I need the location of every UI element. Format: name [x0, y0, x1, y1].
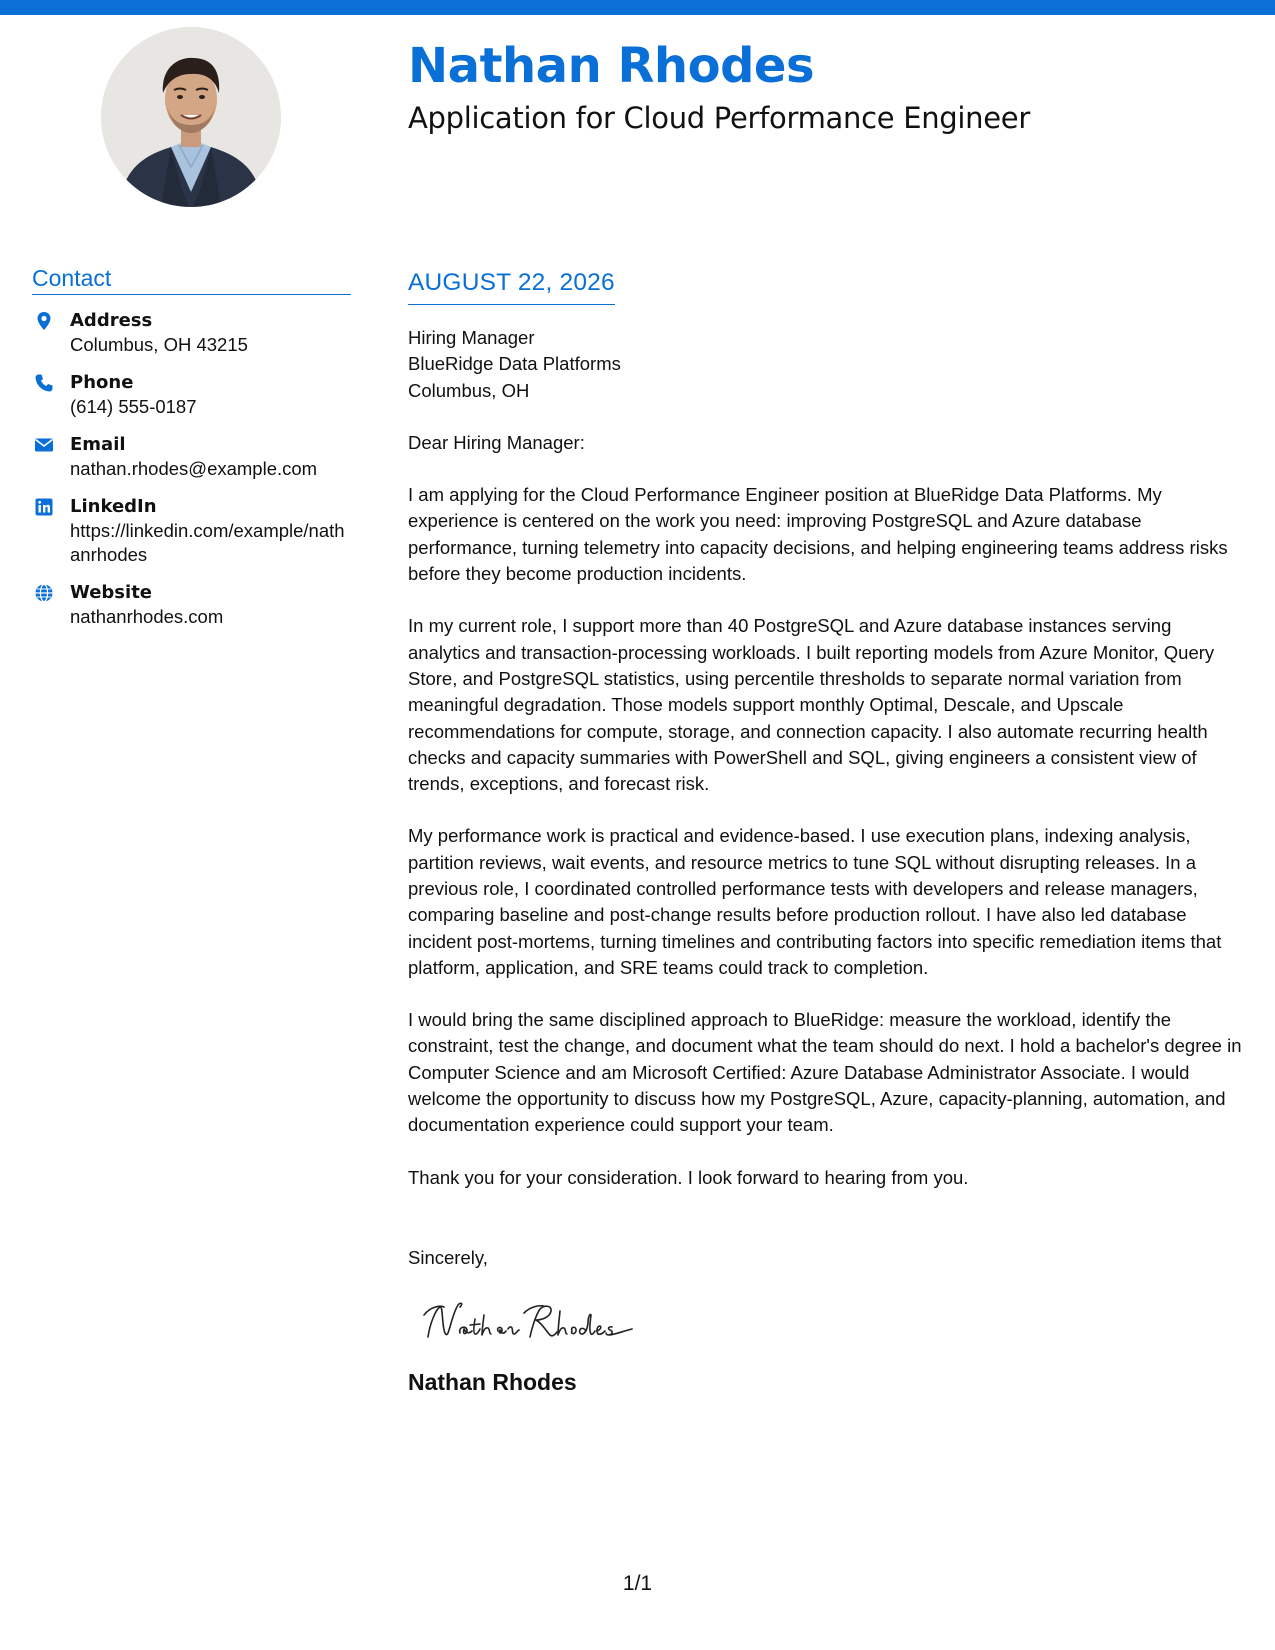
handwritten-signature — [420, 1293, 1248, 1353]
contact-linkedin — [32, 495, 351, 567]
phone-icon — [34, 373, 54, 393]
contact-value-address: Columbus, OH 43215 — [70, 334, 248, 356]
contact-label-linkedin: LinkedIn — [70, 496, 157, 518]
letter-date-block — [408, 270, 615, 305]
closing: Sincerely, — [408, 1246, 488, 1268]
contact-heading: Contact — [32, 266, 351, 295]
letter-paragraph: I would bring the same disciplined approach to BlueRidge: measure the workload, identify the constraint, test the change, and document what the team should do next. I hold a bachelor's degree in Computer Science and am Microsoft Certified: Azure Database Administrator Associate. I would welcome the opportunity to discuss how my PostgreSQL, Azure, capacity-planning, automation, and documentation experience could support your team. — [408, 1009, 1242, 1136]
top-accent-bar — [0, 0, 1275, 15]
contact-label-phone: Phone — [70, 372, 134, 394]
signer-name: Nathan Rhodes — [408, 1369, 577, 1396]
globe-icon — [34, 583, 54, 603]
contact-label-email: Email — [70, 434, 126, 456]
letter-paragraph: My performance work is practical and evidence-based. I use execution plans, indexing analysis, partition reviews, wait events, and resource metrics to tune SQL without disrupting releases. In a previous role, I coordinated controlled performance tests with developers and release managers, comparing baseline and post-change results before production rollout. I have also led database incident post-mortems, turning timelines and contributing factors into specific remediation items that platform, application, and SRE teams could track to completion. — [408, 825, 1222, 978]
letter-paragraph: In my current role, I support more than 40 PostgreSQL and Azure database instances serving analytics and transaction-processing workloads. I built reporting models from Azure Monitor, Query Store, and PostgreSQL statistics, using percentile thresholds to separate normal variation from meaningful degradation. Those models support monthly Optimal, Descale, and Upscale recommendations for compute, storage, and connection capacity. I also automate recurring health checks and capacity summaries with PowerShell and SQL, giving engineers a consistent view of trends, exceptions, and forecast risk. — [408, 615, 1215, 795]
letter-date: AUGUST 22, 2026 — [408, 269, 615, 296]
contact-email — [32, 433, 351, 481]
recipient-line: Hiring Manager — [408, 326, 535, 348]
contact-value-linkedin[interactable]: https://linkedin.com/example/nathanrhodes — [70, 520, 345, 566]
contact-address — [32, 309, 351, 357]
linkedin-icon — [34, 497, 54, 517]
profile-photo — [101, 27, 281, 207]
letter-paragraph: Thank you for your consideration. I look forward to hearing from you. — [408, 1166, 969, 1188]
application-subtitle: Application for Cloud Performance Engineer — [408, 101, 1030, 135]
recipient-line: Columbus, OH — [408, 379, 530, 401]
contact-label-address: Address — [70, 310, 153, 332]
contact-label-website: Website — [70, 582, 153, 604]
letter-body — [408, 270, 1248, 1397]
contact-value-phone: (614) 555-0187 — [70, 396, 197, 418]
location-pin-icon — [34, 311, 54, 331]
contact-phone — [32, 371, 351, 419]
contact-value-website[interactable]: nathanrhodes.com — [70, 606, 224, 628]
envelope-icon — [34, 435, 54, 455]
contact-sidebar — [32, 266, 351, 629]
recipient-line: BlueRidge Data Platforms — [408, 353, 621, 375]
applicant-name: Nathan Rhodes — [408, 38, 815, 94]
contact-value-email[interactable]: nathan.rhodes@example.com — [70, 458, 318, 480]
salutation: Dear Hiring Manager: — [408, 431, 585, 453]
page-number: 1/1 — [622, 1572, 653, 1595]
letter-paragraph: I am applying for the Cloud Performance Engineer position at BlueRidge Data Platforms. My experience is centered on the work you need: improving PostgreSQL and Azure database performance, turning telemetry into capacity decisions, and helping engineering teams address risks before they become production incidents. — [408, 484, 1228, 585]
recipient-block — [408, 325, 1248, 404]
contact-website — [32, 581, 351, 629]
